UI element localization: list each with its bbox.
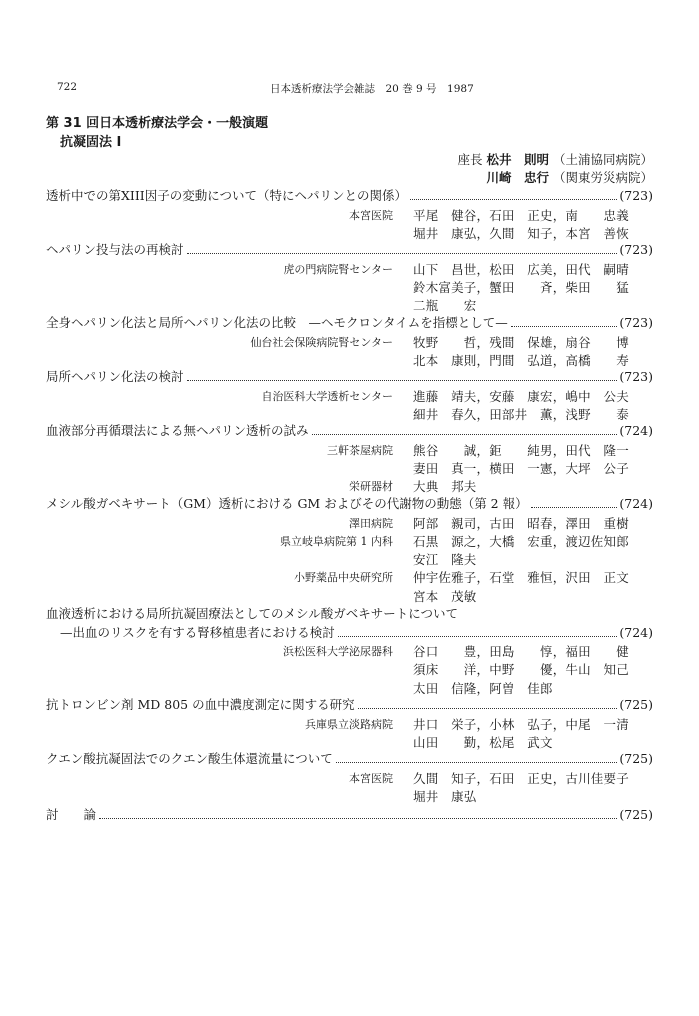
- program-title: 血液透析における局所抗凝固療法としてのメシル酸ガベキサートについて: [46, 606, 458, 621]
- section-subheading: 抗凝固法 I: [60, 135, 122, 150]
- program-title-line: [46, 421, 653, 439]
- program-title: ヘパリン投与法の再検討: [46, 242, 184, 257]
- program-title-line: [46, 367, 653, 385]
- author-line: 熊谷 誠，鉅 純男，田代 隆一: [413, 442, 629, 458]
- leader-dots: [187, 380, 618, 381]
- chair-affiliation: （土浦協同病院）: [552, 152, 653, 167]
- program-title-line: [46, 494, 653, 512]
- program-page-number: (723): [619, 242, 653, 257]
- author-line: 妻田 真一，横田 一憲，大坪 公子: [413, 460, 629, 476]
- program-title: 討 論: [46, 807, 97, 822]
- author-line: 二瓶 宏: [413, 298, 477, 314]
- program-title-line: [60, 623, 653, 641]
- chair-line-2: [486, 168, 653, 186]
- program-title-line: [46, 186, 653, 204]
- leader-dots: [511, 326, 618, 327]
- author-line: 仲宇佐雅子，石堂 雅恒，沢田 正文: [413, 570, 629, 586]
- leader-dots: [358, 708, 618, 709]
- author-line: 井口 栄子，小林 弘子，中尾 一清: [413, 716, 629, 732]
- author-line: 山下 昌世，松田 広美，田代 嗣晴: [413, 261, 629, 277]
- program-title-line-continued: [46, 604, 653, 622]
- chair-affiliation: （関東労災病院）: [552, 170, 653, 185]
- journal-title: 日本透析療法学会雑誌 20 巻 9 号 1987: [270, 83, 474, 95]
- program-title-line: [46, 313, 653, 331]
- chair-name: 川崎 忠行: [486, 170, 549, 185]
- program-page-number: (724): [619, 496, 653, 511]
- author-line: 安江 隆夫: [413, 552, 477, 568]
- author-line: 平尾 健谷，石田 正史，南 忠義: [413, 207, 629, 223]
- program-page-number: (723): [619, 369, 653, 384]
- author-affiliation: 栄研器材: [349, 480, 393, 494]
- program-title-line: [46, 805, 653, 823]
- program-title: 全身ヘパリン化法と局所ヘパリン化法の比較 —ヘモクロンタイムを指標として—: [46, 315, 508, 330]
- author-affiliation: 浜松医科大学泌尿器科: [283, 645, 393, 658]
- leader-dots: [312, 434, 618, 435]
- author-affiliation: 仙台社会保険病院腎センター: [250, 335, 393, 349]
- author-line: 大典 邦夫: [413, 479, 477, 495]
- leader-dots: [336, 762, 618, 763]
- author-affiliation: 県立岐阜病院第 1 内科: [280, 534, 393, 548]
- author-line: 堀井 康弘，久間 知子，本宮 善恢: [413, 225, 629, 241]
- author-line: 須床 洋，中野 優，牛山 知己: [413, 662, 629, 678]
- program-title: クエン酸抗凝固法でのクエン酸生体還流量について: [46, 751, 333, 766]
- author-affiliation: 自治医科大学透析センター: [261, 389, 393, 403]
- author-affiliation: 小野薬品中央研究所: [294, 571, 393, 585]
- author-line: 進藤 靖夫，安藤 康宏，嶋中 公夫: [413, 388, 629, 404]
- author-line: 久間 知子，石田 正史，古川佳要子: [413, 770, 629, 786]
- leader-dots: [187, 253, 618, 254]
- leader-dots: [338, 636, 618, 637]
- chair-line-1: [457, 150, 653, 168]
- leader-dots: [410, 199, 617, 200]
- program-title-line: [46, 240, 653, 258]
- author-line: 鈴木富美子，蟹田 斉，柴田 猛: [413, 279, 629, 295]
- author-line: 細井 春久，田部井 薫，浅野 泰: [413, 406, 629, 422]
- chair-role: 座長: [457, 152, 483, 167]
- author-affiliation: 澤田病院: [349, 516, 393, 530]
- author-line: 宮本 茂敏: [413, 588, 477, 604]
- program-title: 透析中での第XIII因子の変動について（特にヘパリンとの関係）: [46, 188, 407, 203]
- program-title-line: [46, 695, 653, 713]
- program-page-number: (725): [619, 697, 653, 712]
- author-line: 石黒 源之，大橋 宏重，渡辺佐知郎: [413, 533, 629, 549]
- program-page-number: (723): [619, 188, 653, 203]
- author-line: 北本 康則，門間 弘道，高橋 寿: [413, 352, 629, 368]
- author-affiliation: 本宮医院: [349, 208, 393, 222]
- program-title: —出血のリスクを有する腎移植患者における検討: [60, 624, 335, 640]
- author-line: 谷口 豊，田島 惇，福田 健: [413, 644, 629, 659]
- program-page-number: (723): [619, 315, 653, 330]
- program-title: 血液部分再循環法による無ヘパリン透析の試み: [46, 423, 309, 438]
- program-page-number: (724): [619, 624, 653, 640]
- chair-name: 松井 則明: [486, 152, 549, 167]
- program-title-line: [46, 749, 653, 767]
- program-page-number: (725): [619, 751, 653, 766]
- author-affiliation: 兵庫県立淡路病院: [305, 717, 393, 731]
- author-affiliation: 虎の門病院腎センター: [283, 262, 393, 276]
- section-heading: 第 31 回日本透析療法学会・一般演題: [46, 116, 269, 131]
- program-title: 局所ヘパリン化法の検討: [46, 369, 184, 384]
- program-page-number: (724): [619, 423, 653, 438]
- author-line: 堀井 康弘: [413, 788, 477, 804]
- author-affiliation: 本宮医院: [349, 771, 393, 785]
- program-page-number: (725): [619, 807, 653, 822]
- program-title: 抗トロンビン剤 MD 805 の血中濃度測定に関する研究: [46, 697, 355, 712]
- author-line: 太田 信隆，阿曽 佳郎: [413, 680, 553, 696]
- author-line: 阿部 親司，古田 昭春，澤田 重樹: [413, 515, 629, 531]
- leader-dots: [99, 818, 617, 819]
- author-line: 山田 勤，松尾 武文: [413, 734, 553, 750]
- leader-dots: [531, 507, 618, 508]
- author-line: 牧野 哲，残間 保雄，扇谷 博: [413, 334, 629, 350]
- page-number: 722: [57, 81, 78, 93]
- program-title: メシル酸ガベキサート（GM）透析における GM およびその代謝物の動態（第 2 報）: [46, 496, 528, 511]
- author-affiliation: 三軒茶屋病院: [327, 443, 393, 457]
